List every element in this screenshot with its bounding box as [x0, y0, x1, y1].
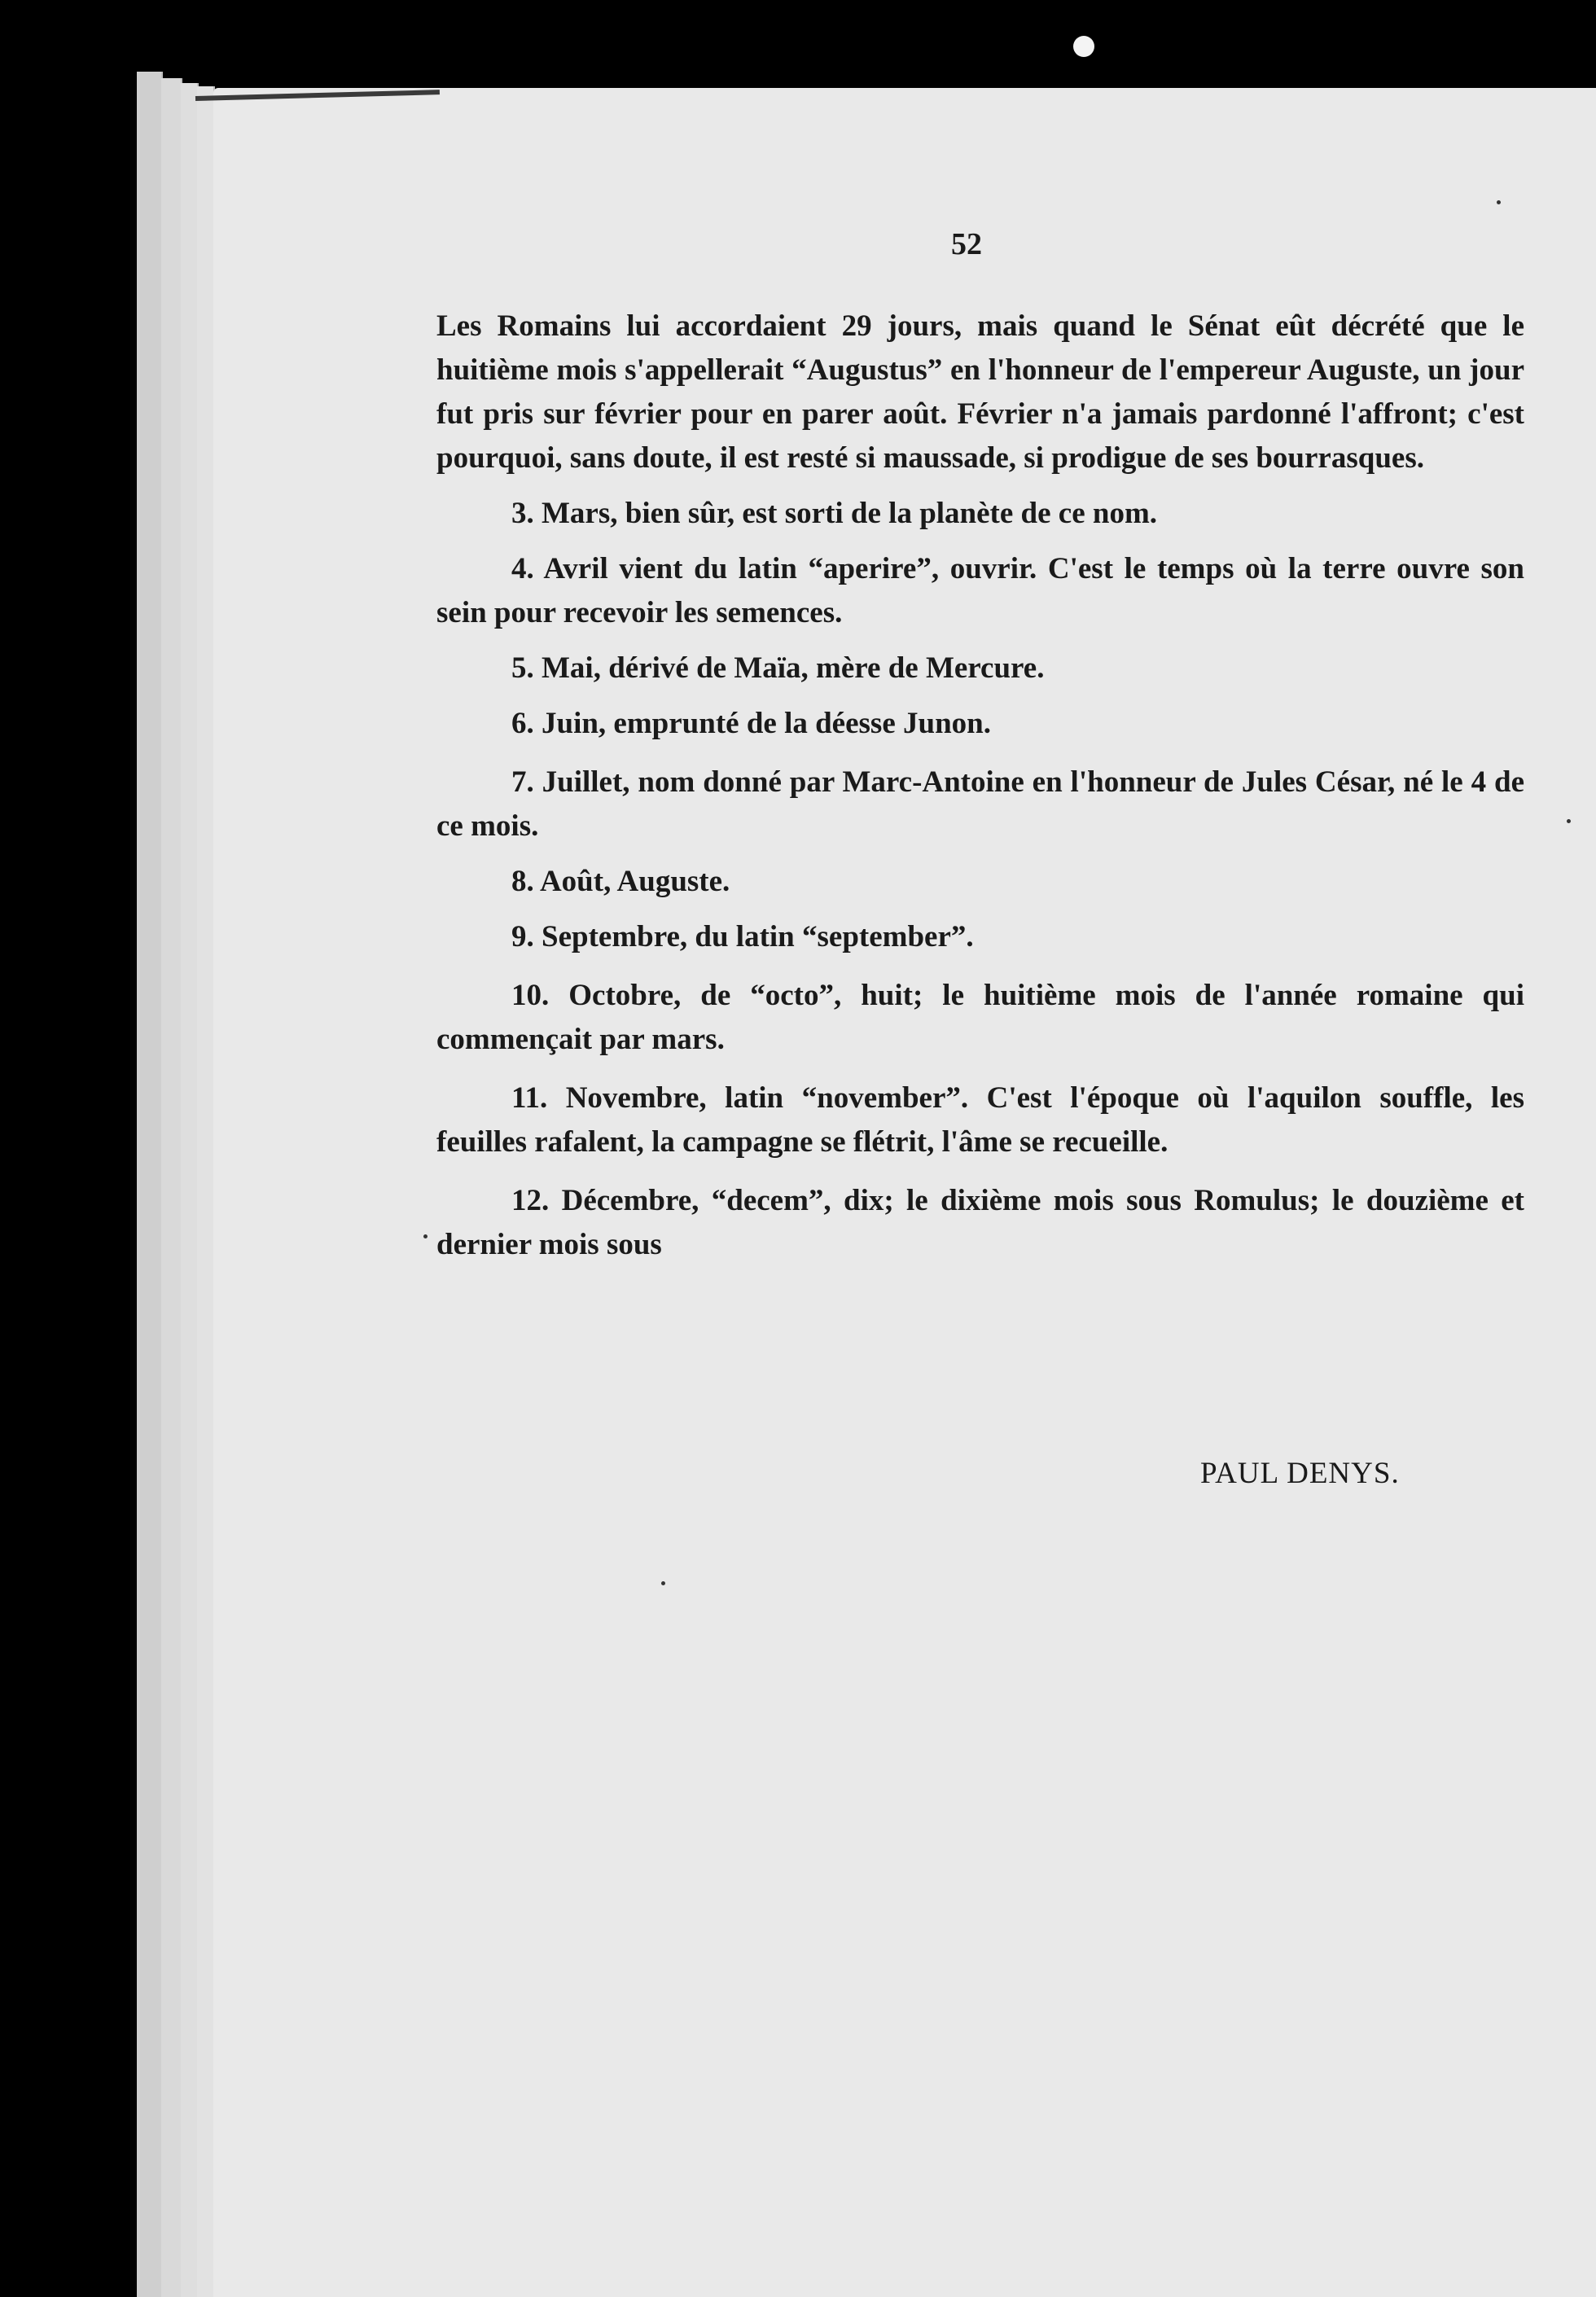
page-number: 52 — [951, 227, 982, 261]
page-edge — [197, 86, 215, 2297]
list-item-11: 11. Novembre, latin “november”. C'est l'époque où l'aquilon souffle, les feuilles rafalent, la campagne se flétrit, l'âme se recueille. — [436, 1081, 1524, 1159]
list-item-8: 8. Août, Auguste. — [511, 865, 730, 898]
list-item-5: 5. Mai, dérivé de Maïa, mère de Mercure. — [511, 651, 1045, 685]
scan-speck — [423, 1234, 428, 1238]
list-item-3: 3. Mars, bien sûr, est sorti de la planète de ce nom. — [511, 497, 1158, 530]
scan-speck — [1567, 819, 1571, 823]
list-item-7: 7. Juillet, nom donné par Marc-Antoine en l'honneur de Jules César, né le 4 de ce mois. — [436, 765, 1524, 843]
page-body — [436, 220, 1524, 1267]
list-item-6: 6. Juin, emprunté de la déesse Junon. — [511, 707, 991, 740]
page-edge — [181, 83, 199, 2297]
page-edge — [137, 72, 163, 2297]
list-item-12: 12. Décembre, “decem”, dix; le dixième mois sous Romulus; le douzième et dernier mois sous — [436, 1184, 1524, 1261]
scan-speck — [661, 1581, 665, 1585]
author-signature: PAUL DENYS. — [1200, 1457, 1400, 1490]
page-edge — [161, 78, 182, 2297]
list-item-10: 10. Octobre, de “octo”, huit; le huitième mois de l'année romaine qui commençait par mars. — [436, 979, 1524, 1056]
scan-speck — [1497, 200, 1501, 204]
list-item-9: 9. Septembre, du latin “september”. — [511, 920, 974, 953]
list-item-4: 4. Avril vient du latin “aperire”, ouvrir. C'est le temps où la terre ouvre son sein pour recevoir les semences. — [436, 552, 1524, 629]
intro-paragraph: Les Romains lui accordaient 29 jours, mais quand le Sénat eût décrété que le huitième mois s'appellerait “Augustus” en l'honneur de l'empereur Auguste, un jour fut pris sur février pour en parer août. Février n'a jamais pardonné l'affront; c'est pourquoi, sans doute, il est resté si maussade, si prodigue de ses bourrasques. — [436, 309, 1524, 475]
punch-hole — [1073, 36, 1094, 57]
